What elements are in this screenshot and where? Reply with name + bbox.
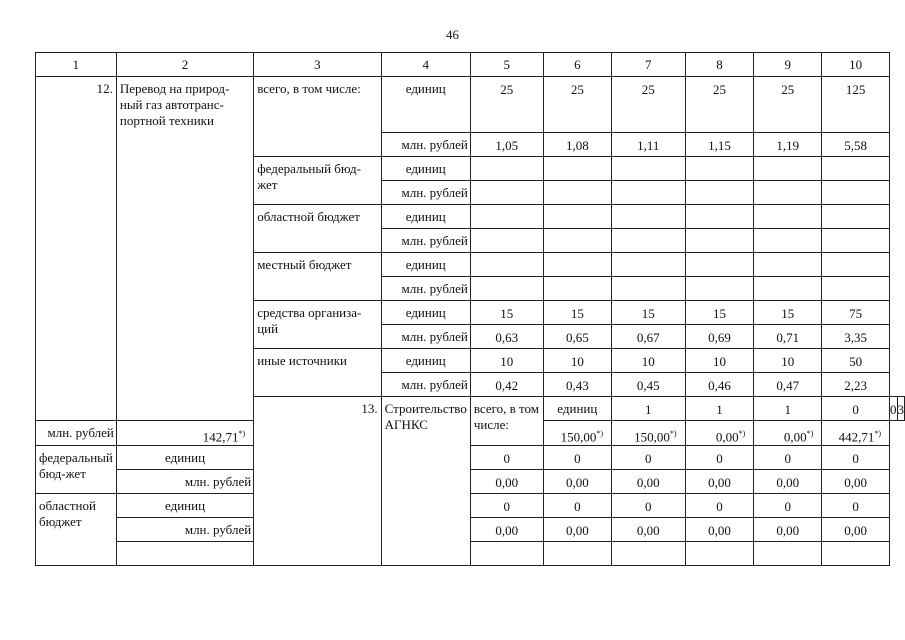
value-cell: 0,00 (822, 470, 890, 494)
value-cell: 25 (470, 77, 543, 133)
value-cell: 15 (543, 301, 612, 325)
value-text: 0,00 (783, 429, 807, 445)
value-cell (685, 205, 754, 229)
value-cell (543, 157, 612, 181)
value-cell (685, 253, 754, 277)
unit-label: единиц (381, 349, 470, 373)
value-cell (470, 181, 543, 205)
value-cell (543, 229, 612, 253)
value-cell: 0 (612, 446, 685, 470)
value-cell (754, 542, 822, 566)
value-cell: 10 (470, 349, 543, 373)
header-row (36, 53, 905, 77)
value-cell: 0 (685, 494, 754, 518)
value-cell: 0,45 (612, 373, 685, 397)
value-cell (822, 157, 890, 181)
value-cell (470, 229, 543, 253)
value-cell: 0,71 (754, 325, 822, 349)
unit-label: единиц (381, 157, 470, 181)
value-text: 150,00 (634, 429, 670, 445)
value-cell (612, 277, 685, 301)
header-cell: 10 (822, 53, 890, 77)
value-cell (470, 253, 543, 277)
value-cell (822, 277, 890, 301)
value-cell: 0,00 (754, 518, 822, 542)
value-cell: 0 (822, 397, 890, 421)
value-cell: 10 (543, 349, 612, 373)
value-cell: 15 (685, 301, 754, 325)
header-cell: 6 (543, 53, 612, 77)
value-cell (754, 181, 822, 205)
value-cell: 25 (754, 77, 822, 133)
value-cell: 10 (612, 349, 685, 373)
value-cell (822, 253, 890, 277)
value-cell (543, 181, 612, 205)
value-cell (822, 181, 890, 205)
value-cell: 1,11 (612, 133, 685, 157)
source-label: федеральный бюд-жет (254, 157, 381, 205)
value-cell: 0,00 (470, 518, 543, 542)
header-cell: 8 (685, 53, 754, 77)
value-cell (543, 205, 612, 229)
unit-label: единиц (381, 77, 470, 133)
value-cell: 15 (612, 301, 685, 325)
item-number: 12. (36, 77, 117, 421)
footnote-mark: *) (806, 429, 814, 438)
value-cell: 0,00 (543, 518, 612, 542)
value-cell: 0 (822, 446, 890, 470)
source-label: иные источники (254, 349, 381, 397)
value-cell (822, 229, 890, 253)
value-cell (543, 253, 612, 277)
value-cell: 0,00 (612, 518, 685, 542)
header-cell: 9 (754, 53, 822, 77)
value-cell: 0,63 (470, 325, 543, 349)
value-cell: 0,00 (685, 518, 754, 542)
value-cell: 125 (822, 77, 890, 133)
value-cell: 25 (543, 77, 612, 133)
value-cell (754, 229, 822, 253)
value-cell: 0,46 (685, 373, 754, 397)
value-cell: 0 (754, 446, 822, 470)
table-row (36, 77, 905, 133)
table-row (36, 446, 905, 470)
footnote-mark: *) (238, 429, 246, 438)
unit-label: млн. рублей (381, 133, 470, 157)
value-cell: 1 (754, 397, 822, 421)
table-row (36, 542, 905, 566)
value-cell: 2,23 (822, 373, 890, 397)
value-cell: 0,00 (543, 470, 612, 494)
value-text: 150,00 (560, 429, 597, 445)
item-number: 13. (254, 397, 381, 566)
value-cell: 0 (822, 494, 890, 518)
value-cell: 5,58 (822, 133, 890, 157)
value-cell (685, 421, 754, 446)
value-cell: 15 (754, 301, 822, 325)
value-text: 142,71 (202, 429, 239, 445)
value-cell: 0,67 (612, 325, 685, 349)
unit-label: млн. рублей (381, 229, 470, 253)
value-cell: 0,00 (612, 470, 685, 494)
value-text: 442,71 (838, 429, 875, 445)
value-cell: 0,65 (543, 325, 612, 349)
unit-label: единиц (381, 301, 470, 325)
value-cell (543, 421, 612, 446)
value-cell: 3,35 (822, 325, 890, 349)
page-number: 46 (446, 27, 459, 42)
item-name: Строительство АГНКС (381, 397, 470, 566)
value-cell: 0,69 (685, 325, 754, 349)
value-cell: 1,19 (754, 133, 822, 157)
unit-label: единиц (116, 446, 253, 470)
value-cell: 3 (897, 397, 905, 421)
value-cell (116, 542, 253, 566)
value-text: 0,00 (715, 429, 739, 445)
header-cell: 1 (36, 53, 117, 77)
value-cell: 0,00 (822, 518, 890, 542)
value-cell: 0,47 (754, 373, 822, 397)
value-cell (822, 205, 890, 229)
unit-label: млн. рублей (381, 325, 470, 349)
value-cell: 10 (754, 349, 822, 373)
budget-table (35, 52, 905, 566)
value-cell: 75 (822, 301, 890, 325)
value-cell (612, 181, 685, 205)
value-cell (612, 542, 685, 566)
unit-label: млн. рублей (116, 470, 253, 494)
value-cell: 25 (612, 77, 685, 133)
value-cell: 15 (470, 301, 543, 325)
source-label: всего, в том числе: (254, 77, 381, 157)
source-label: областной бюджет (254, 205, 381, 253)
value-cell: 0 (470, 446, 543, 470)
unit-label: единиц (381, 253, 470, 277)
source-label: областной бюджет (36, 494, 117, 566)
value-cell (543, 542, 612, 566)
value-cell (822, 542, 890, 566)
value-cell: 1 (612, 397, 685, 421)
value-cell: 0 (890, 397, 898, 421)
value-cell: 0,00 (754, 470, 822, 494)
header-cell: 5 (470, 53, 543, 77)
footnote-mark: *) (874, 429, 881, 438)
header-cell: 3 (254, 53, 381, 77)
value-cell (470, 205, 543, 229)
source-label: местный бюджет (254, 253, 381, 301)
footnote-mark: *) (596, 429, 604, 438)
value-cell (685, 542, 754, 566)
value-cell: 0 (470, 494, 543, 518)
header-cell: 7 (612, 53, 685, 77)
footnote-mark: *) (669, 429, 677, 438)
value-cell: 25 (685, 77, 754, 133)
value-cell (612, 421, 685, 446)
unit-label: млн. рублей (381, 277, 470, 301)
value-cell: 50 (822, 349, 890, 373)
value-cell (470, 542, 543, 566)
unit-label: млн. рублей (116, 518, 253, 542)
value-cell (754, 253, 822, 277)
value-cell: 10 (685, 349, 754, 373)
value-cell (754, 277, 822, 301)
unit-label: млн. рублей (36, 421, 117, 446)
value-cell (612, 205, 685, 229)
value-cell: 0 (685, 446, 754, 470)
value-cell: 1,08 (543, 133, 612, 157)
value-cell (685, 157, 754, 181)
value-cell: 0 (754, 494, 822, 518)
header-cell: 2 (116, 53, 253, 77)
value-cell (470, 277, 543, 301)
value-cell (470, 157, 543, 181)
value-cell (822, 421, 890, 446)
value-cell (543, 277, 612, 301)
value-cell (612, 229, 685, 253)
value-cell (685, 277, 754, 301)
value-cell: 0 (612, 494, 685, 518)
source-label: средства организа-ций (254, 301, 381, 349)
value-cell (754, 157, 822, 181)
unit-label: единиц (543, 397, 612, 421)
value-cell: 1,05 (470, 133, 543, 157)
value-cell (612, 253, 685, 277)
footnote-mark: *) (738, 429, 746, 438)
table-row (36, 470, 905, 494)
value-cell: 0,42 (470, 373, 543, 397)
value-cell: 0,43 (543, 373, 612, 397)
value-cell (754, 205, 822, 229)
unit-label: единиц (381, 205, 470, 229)
value-cell (612, 157, 685, 181)
header-cell: 4 (381, 53, 470, 77)
source-label: всего, в том числе: (470, 397, 543, 446)
value-cell: 0 (543, 446, 612, 470)
value-cell: 0 (543, 494, 612, 518)
value-cell: 1,15 (685, 133, 754, 157)
value-cell: 1 (685, 397, 754, 421)
unit-label: единиц (116, 494, 253, 518)
table-row (36, 518, 905, 542)
source-label: федеральный бюд-жет (36, 446, 117, 494)
value-cell (685, 229, 754, 253)
table-row (36, 494, 905, 518)
value-cell (754, 421, 822, 446)
value-cell (116, 421, 253, 446)
value-cell (685, 181, 754, 205)
value-cell: 0,00 (470, 470, 543, 494)
unit-label: млн. рублей (381, 181, 470, 205)
unit-label: млн. рублей (381, 373, 470, 397)
item-name: Перевод на природ-ный газ автотранс-портной техники (116, 77, 253, 421)
value-cell: 0,00 (685, 470, 754, 494)
